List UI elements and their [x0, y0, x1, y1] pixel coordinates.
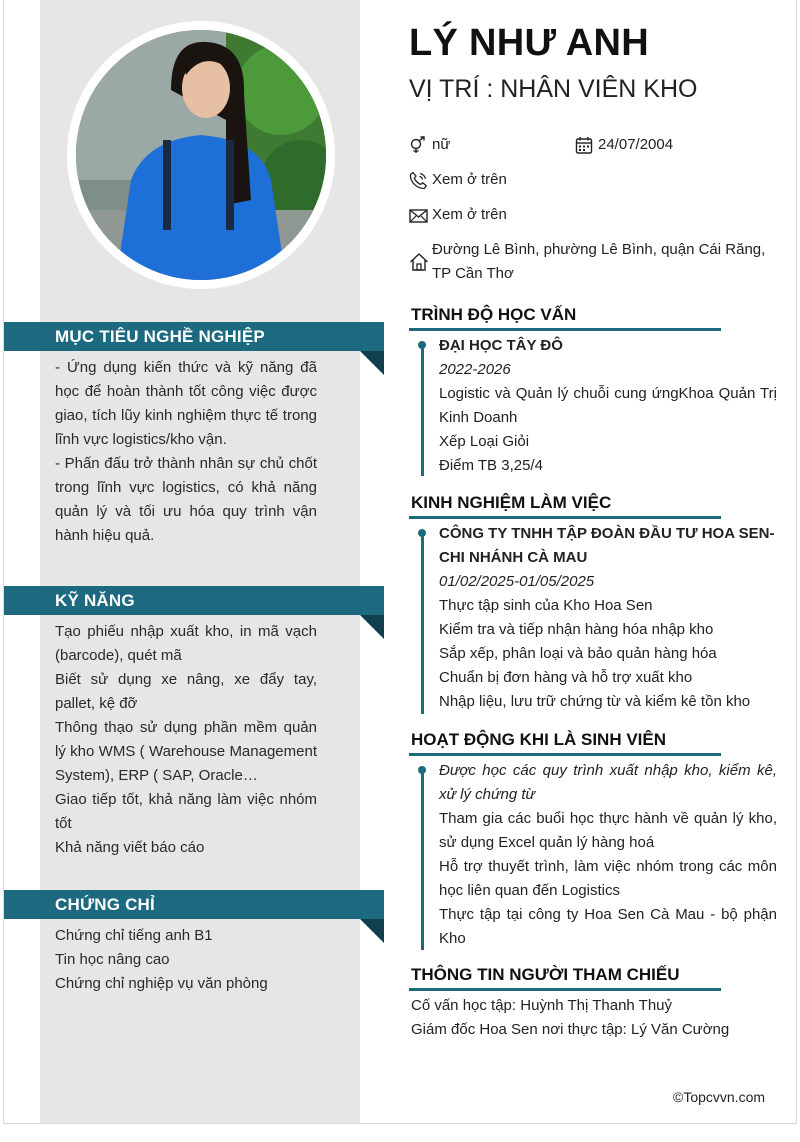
- experience-timeline: [421, 532, 424, 714]
- references-title: THÔNG TIN NGƯỜI THAM CHIẾU: [411, 965, 680, 984]
- gender-icon: [409, 136, 427, 154]
- skill-item: Giao tiếp tốt, khả năng làm việc nhóm tốt: [55, 791, 317, 832]
- profile-photo: [76, 30, 326, 280]
- experience-line: Chuẩn bị đơn hàng và hỗ trợ xuất kho: [439, 669, 693, 686]
- skills-title: KỸ NĂNG: [55, 591, 135, 610]
- activities-entry: [439, 759, 777, 951]
- education-entry: [439, 334, 777, 478]
- skill-item: Tạo phiếu nhập xuất kho, in mã vạch (barcode), quét mã: [55, 623, 317, 664]
- skill-item: Khả năng viết báo cáo: [55, 839, 205, 856]
- certificate-item: Chứng chỉ tiếng anh B1: [55, 927, 213, 944]
- certificates-header-fold: [360, 919, 384, 943]
- activities-intro: Được học các quy trình xuất nhập kho, kiểm kê, xử lý chứng từ: [439, 762, 777, 803]
- address-value: Đường Lê Bình, phường Lê Bình, quận Cái Răng, TP Cần Thơ: [432, 241, 766, 282]
- copyright: ©Topcvvn.com: [673, 1089, 766, 1105]
- education-line: Xếp Loại Giỏi: [439, 433, 530, 450]
- profile-photo-frame: [67, 21, 335, 289]
- objective-title: MỤC TIÊU NGHỀ NGHIỆP: [55, 327, 265, 346]
- certificate-item: Tin học nâng cao: [55, 951, 170, 968]
- objective-header-fold: [360, 351, 384, 375]
- references-list: [411, 994, 729, 1042]
- skill-item: Biết sử dụng xe nâng, xe đẩy tay, pallet, kệ đỡ: [55, 671, 317, 712]
- objective-text: [55, 356, 317, 548]
- experience-period: 01/02/2025-01/05/2025: [439, 573, 595, 590]
- phone-value: Xem ở trên: [432, 171, 507, 188]
- phone-icon: [409, 171, 428, 190]
- activities-line: Thực tập tại công ty Hoa Sen Cà Mau - bộ phận Kho: [439, 906, 777, 947]
- experience-line: Nhập liệu, lưu trữ chứng từ và kiểm kê tồn kho: [439, 693, 751, 710]
- candidate-name: LÝ NHƯ ANH: [409, 22, 649, 64]
- experience-entry: [439, 522, 777, 714]
- education-bullet: [418, 341, 426, 349]
- activities-timeline: [421, 769, 424, 950]
- cv-page: [3, 0, 797, 1124]
- experience-line: Sắp xếp, phân loại và bảo quản hàng hóa: [439, 645, 717, 662]
- skills-header-fold: [360, 615, 384, 639]
- objective-line: - Ứng dụng kiến thức và kỹ năng đã học để hoàn thành tốt công việc được giao, tích lũy kinh nghiệm thực tế trong lĩnh vực logistics/kho vận.: [55, 359, 317, 448]
- activities-line: Hỗ trợ thuyết trình, làm việc nhóm trong các môn học liên quan đến Logistics: [439, 858, 777, 899]
- company-name: CÔNG TY TNHH TẬP ĐOÀN ĐẦU TƯ HOA SEN- CHI NHÁNH CÀ MAU: [439, 525, 775, 566]
- school-name: ĐẠI HỌC TÂY ĐÔ: [439, 337, 563, 354]
- calendar-icon: [575, 136, 593, 154]
- activities-title: HOẠT ĐỘNG KHI LÀ SINH VIÊN: [411, 730, 667, 749]
- birthday-value: 24/07/2004: [598, 136, 674, 153]
- activities-underline: [409, 753, 721, 756]
- envelope-icon: [409, 206, 428, 225]
- home-icon: [409, 252, 429, 272]
- experience-underline: [409, 516, 721, 519]
- gender-value: nữ: [432, 136, 451, 153]
- email-value: Xem ở trên: [432, 206, 507, 223]
- reference-item: Giám đốc Hoa Sen nơi thực tập: Lý Văn Cường: [411, 1021, 730, 1038]
- objective-section-header: [4, 322, 384, 351]
- experience-line: Thực tập sinh của Kho Hoa Sen: [439, 597, 653, 614]
- address-info: [409, 238, 779, 286]
- skill-item: Thông thạo sử dụng phần mềm quản lý kho WMS ( Warehouse Management System), ERP ( SAP, Oracle…: [55, 719, 317, 784]
- skills-section-header: [4, 586, 384, 615]
- skills-list: [55, 620, 317, 860]
- education-period: 2022-2026: [439, 361, 511, 378]
- experience-bullet: [418, 529, 426, 537]
- education-underline: [409, 328, 721, 331]
- objective-line: - Phấn đấu trở thành nhân sự chủ chốt trong lĩnh vực logistics, có khả năng quản lý và tối ưu hóa quy trình vận hành hiệu quả.: [55, 455, 317, 544]
- experience-title: KINH NGHIỆM LÀM VIỆC: [411, 493, 612, 512]
- reference-item: Cố vấn học tập: Huỳnh Thị Thanh Thuỷ: [411, 997, 672, 1014]
- education-timeline: [421, 344, 424, 476]
- activities-bullet: [418, 766, 426, 774]
- education-line: Điểm TB 3,25/4: [439, 457, 543, 474]
- certificates-list: [55, 924, 317, 996]
- references-underline: [409, 988, 721, 991]
- activities-line: Tham gia các buổi học thực hành về quản lý kho, sử dụng Excel quản lý hàng hoá: [439, 810, 777, 851]
- certificates-title: CHỨNG CHỈ: [55, 895, 155, 914]
- candidate-position: VỊ TRÍ : NHÂN VIÊN KHO: [409, 75, 698, 103]
- certificate-item: Chứng chỉ nghiệp vụ văn phòng: [55, 975, 268, 992]
- experience-line: Kiểm tra và tiếp nhận hàng hóa nhập kho: [439, 621, 714, 638]
- certificates-section-header: [4, 890, 384, 919]
- education-line: Logistic và Quản lý chuỗi cung ứngKhoa Quản Trị Kinh Doanh: [439, 385, 777, 426]
- education-title: TRÌNH ĐỘ HỌC VẤN: [411, 305, 577, 324]
